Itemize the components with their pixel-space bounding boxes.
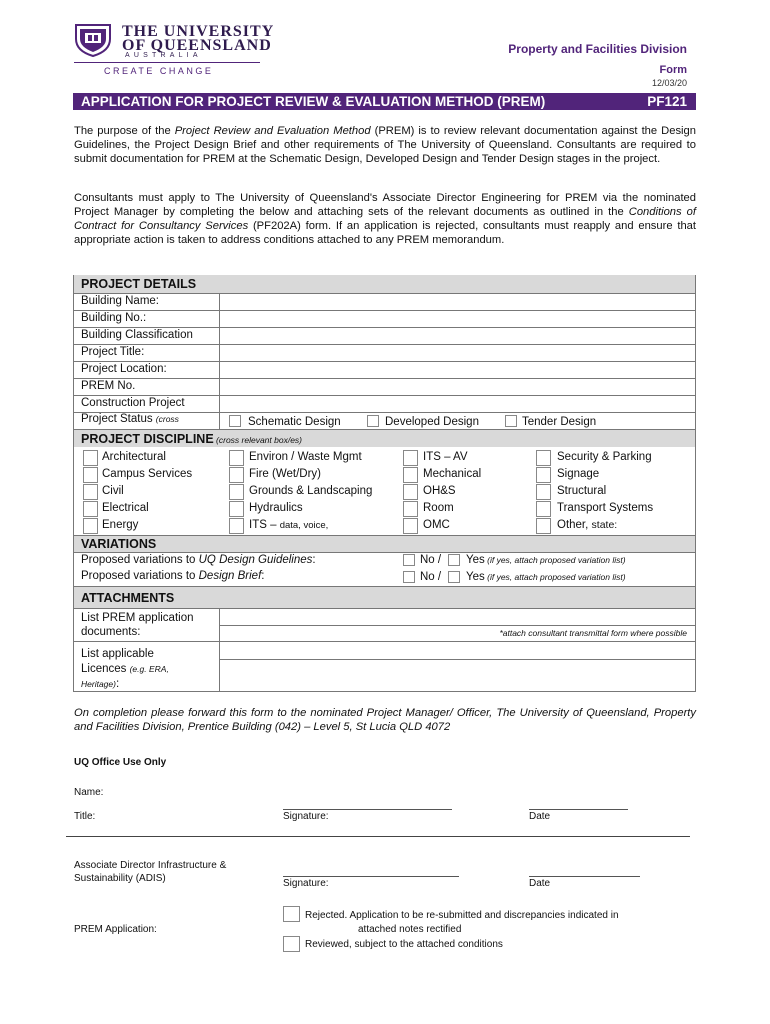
date-line-1[interactable] — [529, 809, 628, 810]
discipline-mechanical-checkbox[interactable] — [403, 467, 418, 483]
brief-yes-checkbox[interactable] — [448, 571, 460, 583]
discipline-its-data-checkbox[interactable] — [229, 518, 244, 534]
intro-paragraph-2: Consultants must apply to The University of Queensland's Associate Director Engineering for PREM via the nominated Project Manager by completing the below and attaching sets of the relevant documents as outlined in the Conditions of Contract for Consultancy Services (PF202A) form. If an application is rejected, consultants must reapply and ensure that appropriate action is taken to address conditions attached to any PREM memorandum. — [74, 192, 696, 246]
date-label-2: Date — [529, 878, 551, 889]
office-divider — [66, 836, 690, 837]
university-country: AUSTRALIA — [125, 52, 202, 59]
office-title-label: Title: — [74, 811, 96, 822]
variation-row-guidelines: Proposed variations to UQ Design Guidelines: — [74, 552, 695, 569]
attachment-row-prem-docs: List PREM application documents: — [74, 608, 695, 641]
discipline-hydraulics-checkbox[interactable] — [229, 501, 244, 517]
brief-no-checkbox[interactable] — [403, 571, 415, 583]
office-use-heading: UQ Office Use Only — [74, 757, 167, 768]
discipline-campus-services-label: Campus Services — [102, 468, 193, 480]
discipline-mechanical-label: Mechanical — [423, 468, 482, 480]
form-date: 12/03/20 — [651, 78, 687, 88]
discipline-ohs-label: OH&S — [423, 485, 456, 497]
signature-line-2[interactable] — [283, 876, 459, 877]
guidelines-no-checkbox[interactable] — [403, 554, 415, 566]
status-schematic-label: Schematic Design — [248, 416, 341, 428]
form-title: APPLICATION FOR PROJECT REVIEW & EVALUATION METHOD (PREM) — [81, 94, 546, 109]
division-name: Property and Facilities Division — [508, 42, 687, 56]
transmittal-note: *attach consultant transmittal form where possible — [499, 628, 687, 638]
adis-label: Associate Director Infrastructure & Sustainability (ADIS) — [74, 860, 227, 884]
building-classification-input[interactable] — [220, 327, 695, 344]
discipline-energy-label: Energy — [102, 519, 139, 531]
attachments-heading: ATTACHMENTS — [74, 586, 695, 608]
construction-project-input[interactable] — [220, 395, 695, 412]
date-label-1: Date — [529, 811, 551, 822]
form-title-bar — [73, 93, 696, 110]
guidelines-no-label: No / — [420, 554, 442, 566]
discipline-environ-label: Environ / Waste Mgmt — [249, 451, 362, 463]
brief-no-label: No / — [420, 571, 442, 583]
status-schematic-checkbox[interactable] — [229, 415, 241, 427]
signature-line-1[interactable] — [283, 809, 452, 810]
project-discipline-heading: PROJECT DISCIPLINE (cross relevant box/es) — [74, 429, 695, 447]
brief-yes-label: Yes (if yes, attach proposed variation list) — [466, 571, 626, 583]
rejected-label: Rejected. Application to be re-submitted and discrepancies indicated in attached notes rectified — [305, 910, 619, 935]
guidelines-yes-label: Yes (if yes, attach proposed variation list) — [466, 554, 626, 566]
building-name-input[interactable] — [220, 293, 695, 310]
tagline: CREATE CHANGE — [104, 66, 214, 76]
attachment-row-licences: List applicable Licences (e.g. ERA, Heritage): — [74, 641, 695, 693]
university-name-line2: OF QUEENSLAND — [122, 37, 272, 54]
logo-rule — [74, 62, 260, 63]
field-row-building-no: Building No.: — [74, 310, 695, 327]
university-name-line1: THE UNIVERSITY — [122, 23, 275, 40]
rejected-checkbox[interactable] — [283, 906, 300, 922]
building-no-input[interactable] — [220, 310, 695, 327]
project-details-heading: PROJECT DETAILS — [74, 275, 695, 293]
discipline-structural-checkbox[interactable] — [536, 484, 551, 500]
licences-input[interactable] — [220, 642, 695, 692]
date-line-2[interactable] — [529, 876, 640, 877]
discipline-grounds-label: Grounds & Landscaping — [249, 485, 373, 497]
discipline-transport-checkbox[interactable] — [536, 501, 551, 517]
discipline-civil-label: Civil — [102, 485, 124, 497]
discipline-civil-checkbox[interactable] — [83, 484, 98, 500]
signature-label-1: Signature: — [283, 811, 329, 822]
reviewed-label: Reviewed, subject to the attached conditions — [305, 939, 503, 950]
discipline-ohs-checkbox[interactable] — [403, 484, 418, 500]
discipline-omc-label: OMC — [423, 519, 450, 531]
field-row-building-classification: Building Classification — [74, 327, 695, 344]
intro-paragraph-1: The purpose of the Project Review and Evaluation Method (PREM) is to review relevant documentation against the Design Guidelines, the Project Design Brief and other requirements of The University of Queensland. Consultants are required to submit documentation for PREM at the Schematic Design, Developed Design and Tender Design stages in the project. — [74, 125, 696, 165]
discipline-its-av-label: ITS – AV — [423, 451, 468, 463]
field-row-construction-project: Construction Project — [74, 395, 695, 412]
form-label: Form — [659, 64, 687, 76]
discipline-energy-checkbox[interactable] — [83, 518, 98, 534]
discipline-electrical-checkbox[interactable] — [83, 501, 98, 517]
prem-docs-input[interactable] — [220, 608, 695, 625]
discipline-environ-checkbox[interactable] — [229, 450, 244, 466]
project-title-input[interactable] — [220, 344, 695, 361]
discipline-electrical-label: Electrical — [102, 502, 149, 514]
discipline-room-checkbox[interactable] — [403, 501, 418, 517]
discipline-structural-label: Structural — [557, 485, 607, 497]
discipline-other-checkbox[interactable] — [536, 518, 551, 534]
status-developed-label: Developed Design — [385, 416, 479, 428]
discipline-fire-label: Fire (Wet/Dry) — [249, 468, 321, 480]
completion-instructions: On completion please forward this form to the nominated Project Manager/ Officer, The University of Queensland, Property and Facilities Division, Prentice Building (042) – Level 5, St Lucia QLD 4072 — [74, 707, 696, 733]
variation-row-brief: Proposed variations to Design Brief: — [81, 570, 265, 582]
discipline-signage-label: Signage — [557, 468, 600, 480]
field-row-prem-no: PREM No. — [74, 378, 695, 395]
variations-heading: VARIATIONS — [74, 535, 695, 552]
project-location-input[interactable] — [220, 361, 695, 378]
discipline-hydraulics-label: Hydraulics — [249, 502, 303, 514]
application-form-table — [73, 275, 696, 692]
discipline-other-label: Other, state: — [557, 519, 618, 531]
guidelines-yes-checkbox[interactable] — [448, 554, 460, 566]
prem-application-label: PREM Application: — [74, 924, 157, 935]
uq-crest-logo — [74, 23, 112, 57]
discipline-campus-services-checkbox[interactable] — [83, 467, 98, 483]
office-name-label: Name: — [74, 787, 104, 798]
discipline-grounds-checkbox[interactable] — [229, 484, 244, 500]
status-tender-checkbox[interactable] — [505, 415, 517, 427]
field-row-project-location: Project Location: — [74, 361, 695, 378]
discipline-fire-checkbox[interactable] — [229, 467, 244, 483]
signature-label-2: Signature: — [283, 878, 329, 889]
form-code: PF121 — [647, 94, 687, 109]
discipline-security-label: Security & Parking — [557, 451, 652, 463]
reviewed-checkbox[interactable] — [283, 936, 300, 952]
discipline-its-data-label: ITS – data, voice, — [249, 519, 329, 531]
field-row-building-name: Building Name: — [74, 293, 695, 310]
discipline-its-av-checkbox[interactable] — [403, 450, 418, 466]
field-row-project-title: Project Title: — [74, 344, 695, 361]
discipline-security-checkbox[interactable] — [536, 450, 551, 466]
status-tender-label: Tender Design — [522, 416, 597, 428]
discipline-room-label: Room — [423, 502, 454, 514]
discipline-transport-label: Transport Systems — [557, 502, 654, 514]
discipline-omc-checkbox[interactable] — [403, 518, 418, 534]
prem-no-input[interactable] — [220, 378, 695, 395]
status-developed-checkbox[interactable] — [367, 415, 379, 427]
discipline-architectural-label: Architectural — [102, 451, 166, 463]
field-row-project-status: Project Status (cross — [74, 412, 695, 429]
discipline-architectural-checkbox[interactable] — [83, 450, 98, 466]
discipline-signage-checkbox[interactable] — [536, 467, 551, 483]
